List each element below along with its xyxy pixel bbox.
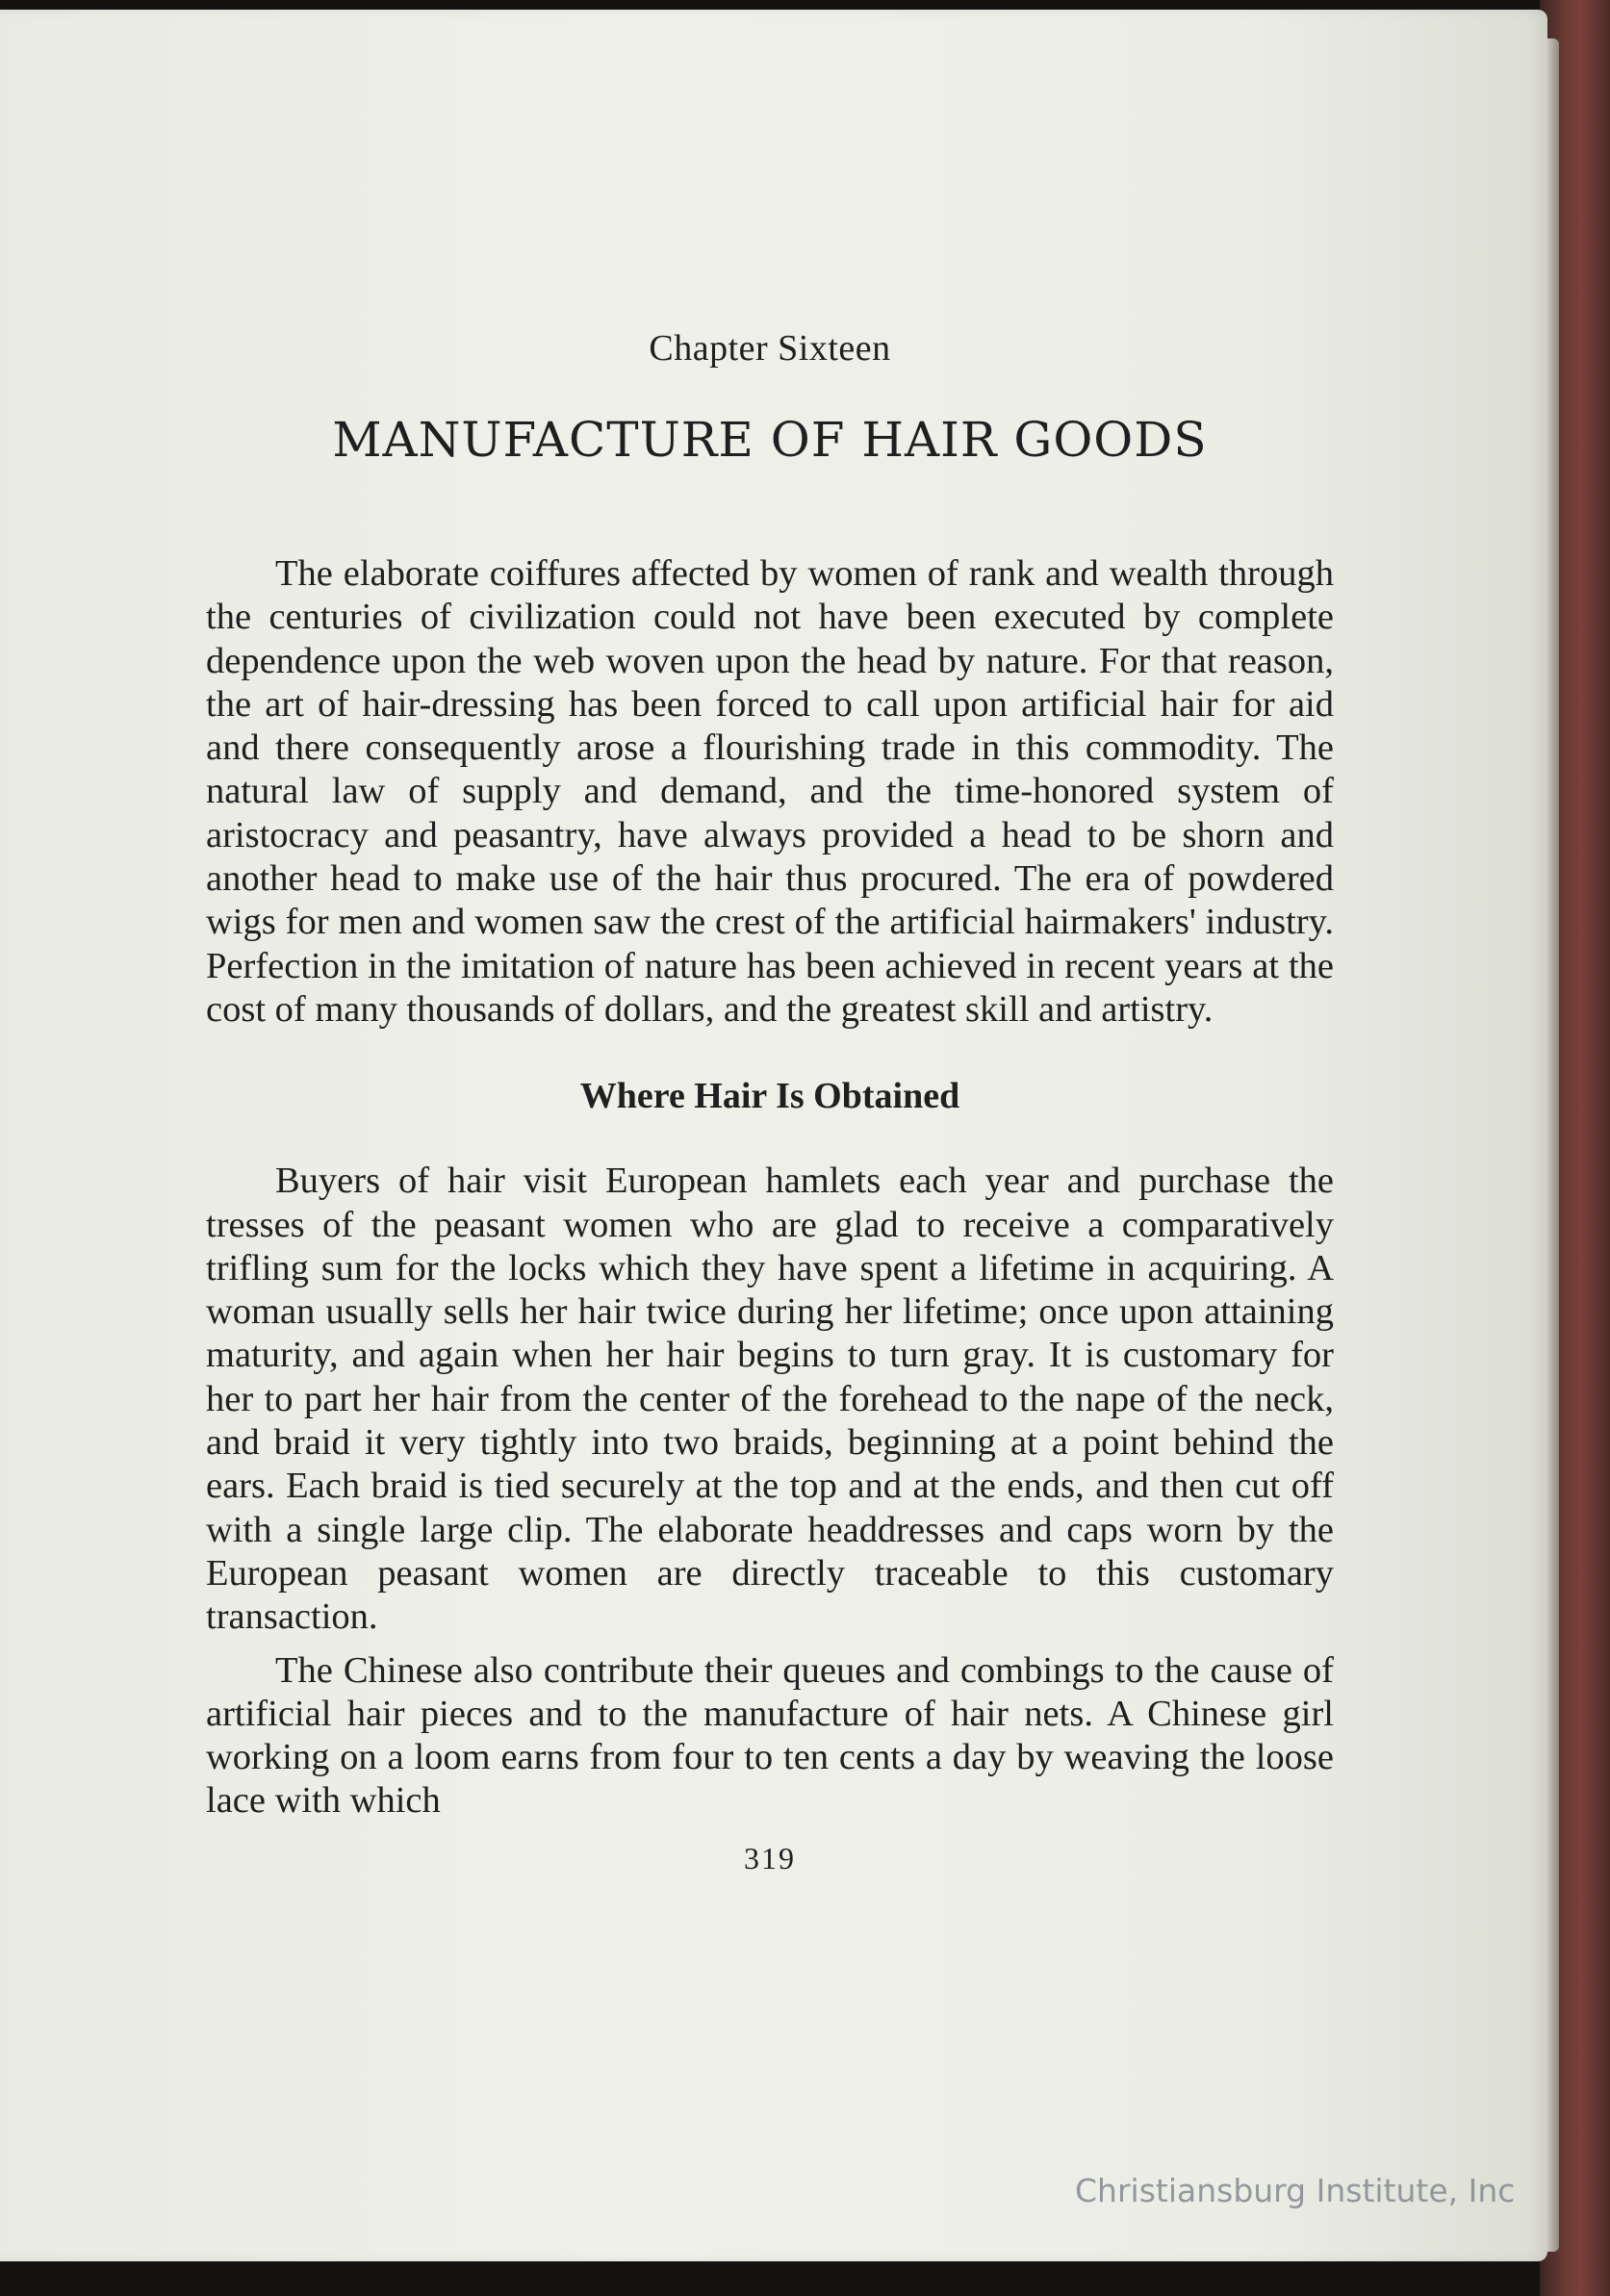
watermark-text: Christiansburg Institute, Inc <box>1075 2172 1516 2209</box>
page-content <box>206 327 1334 1876</box>
book-page <box>0 10 1547 2261</box>
section-paragraph-2: The Chinese also contribute their queues and combings to the cause of artificial hair pieces and to the manufacture of hair nets. A Chinese girl working on a loom earns from four to ten cents a day by weaving the loose lace with which <box>206 1649 1334 1822</box>
page-number: 319 <box>744 1840 796 1875</box>
chapter-label: Chapter Sixteen <box>649 328 891 369</box>
section-paragraph-1: Buyers of hair visit European hamlets each year and purchase the tresses of the peasant women who are glad to receive a comparatively trifling sum for the locks which they have spent a lifetime in acquiring. A woman usually sells her hair twice during her lifetime; once upon attaining maturity, and again when her hair begins to turn gray. It is customary for her to part her hair from the center of the forehead to the nape of the neck, and braid it very tightly into two braids, beginning at a point behind the ears. Each braid is tied securely at the top and at the ends, and then cut off with a single large clip. The elaborate headdresses and caps worn by the European peasant women are directly traceable to this customary transaction. <box>206 1161 1334 1638</box>
section-heading: Where Hair Is Obtained <box>579 1076 960 1117</box>
chapter-title: MANUFACTURE OF HAIR GOODS <box>332 412 1208 468</box>
intro-paragraph: The elaborate coiffures affected by women of rank and wealth through the centuries of civilization could not have been executed by complete dependence upon the web woven upon the head by nature. For that reason, the art of hair-dressing has been forced to call upon artificial hair for aid and there consequently arose a flourishing trade in this commodity. The natural law of supply and demand, and the time-honored system of aristocracy and peasantry, have always provided a head to be shorn and another head to make use of the hair thus procured. The era of powdered wigs for men and women saw the crest of the artificial hairmakers' industry. Perfection in the imitation of nature has been achieved in recent years at the cost of many thousands of dollars, and the greatest skill and artistry. <box>206 553 1334 1030</box>
